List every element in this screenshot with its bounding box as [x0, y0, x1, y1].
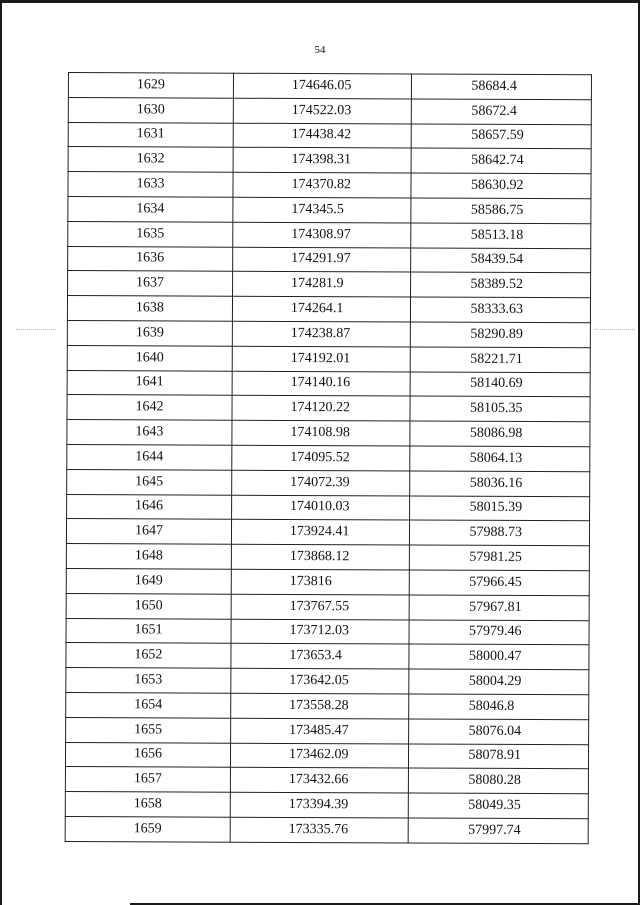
table-row [67, 494, 590, 521]
point-number-cell: 1644 [67, 444, 232, 470]
y-coordinate-cell: 58046.8 [408, 694, 589, 720]
page-number: 54 [314, 44, 326, 56]
x-coordinate-cell: 173816 [231, 569, 409, 595]
x-coordinate-cell: 174522.03 [233, 98, 411, 124]
point-number-cell: 1656 [65, 742, 230, 768]
point-number-cell: 1630 [68, 97, 233, 123]
y-coordinate-cell: 58015.39 [409, 496, 590, 522]
x-coordinate-cell: 173394.39 [230, 792, 408, 818]
table-row [68, 172, 591, 199]
point-number-cell: 1647 [66, 519, 231, 545]
y-coordinate-cell: 58086.98 [409, 421, 590, 447]
coordinate-table [65, 72, 592, 844]
x-coordinate-cell: 173485.47 [231, 718, 409, 744]
point-number-cell: 1642 [67, 395, 232, 421]
x-coordinate-cell: 174438.42 [233, 123, 411, 149]
x-coordinate-cell: 174264.1 [232, 296, 410, 322]
x-coordinate-cell: 174398.31 [233, 148, 411, 174]
table-row [66, 618, 589, 645]
table-row [65, 816, 588, 843]
point-number-cell: 1657 [65, 767, 230, 793]
y-coordinate-cell: 58684.4 [411, 74, 592, 100]
y-coordinate-cell: 58290.89 [410, 322, 591, 348]
scan-noise-right [595, 329, 635, 331]
point-number-cell: 1637 [68, 271, 233, 297]
table-row [66, 692, 589, 719]
point-number-cell: 1631 [68, 122, 233, 148]
point-number-cell: 1650 [66, 593, 231, 619]
table-row [68, 122, 591, 149]
x-coordinate-cell: 174010.03 [232, 495, 410, 521]
y-coordinate-cell: 58221.71 [410, 347, 591, 373]
x-coordinate-cell: 174345.5 [233, 197, 411, 223]
table-row [68, 147, 591, 174]
x-coordinate-cell: 173642.05 [231, 668, 409, 694]
x-coordinate-cell: 174095.52 [232, 445, 410, 471]
point-number-cell: 1641 [67, 370, 232, 396]
table-row [67, 420, 590, 447]
point-number-cell: 1640 [67, 345, 232, 371]
point-number-cell: 1634 [68, 196, 233, 222]
y-coordinate-cell: 58049.35 [408, 793, 589, 819]
x-coordinate-cell: 174308.97 [233, 222, 411, 248]
point-number-cell: 1633 [68, 172, 233, 198]
point-number-cell: 1653 [66, 668, 231, 694]
x-coordinate-cell: 174646.05 [233, 73, 411, 99]
table-row [68, 97, 591, 124]
table-row [65, 792, 588, 819]
x-coordinate-cell: 174072.39 [232, 470, 410, 496]
table-row [66, 544, 589, 571]
point-number-cell: 1635 [68, 221, 233, 247]
x-coordinate-cell: 173767.55 [231, 594, 409, 620]
table-row [66, 593, 589, 620]
table-row [67, 395, 590, 422]
scan-noise-left [16, 329, 56, 331]
point-number-cell: 1632 [68, 147, 233, 173]
coordinate-table-body [65, 73, 591, 844]
point-number-cell: 1658 [65, 792, 230, 818]
table-row [66, 668, 589, 695]
x-coordinate-cell: 174108.98 [232, 420, 410, 446]
table-row [66, 568, 589, 595]
y-coordinate-cell: 58513.18 [410, 223, 591, 249]
y-coordinate-cell: 57967.81 [409, 595, 590, 621]
y-coordinate-cell: 58630.92 [410, 173, 591, 199]
table-row [67, 345, 590, 372]
table-row [68, 246, 591, 273]
table-row [67, 296, 590, 323]
y-coordinate-cell: 58140.69 [410, 372, 591, 398]
y-coordinate-cell: 58672.4 [411, 99, 592, 125]
point-number-cell: 1659 [65, 816, 230, 842]
point-number-cell: 1636 [68, 246, 233, 272]
table-row [67, 469, 590, 496]
y-coordinate-cell: 58080.28 [408, 768, 589, 794]
point-number-cell: 1643 [67, 420, 232, 446]
table-row [65, 742, 588, 769]
table-row [68, 73, 591, 100]
x-coordinate-cell: 173432.66 [230, 768, 408, 794]
table-row [68, 221, 591, 248]
y-coordinate-cell: 58657.59 [411, 124, 592, 150]
table-row [66, 643, 589, 670]
point-number-cell: 1639 [67, 320, 232, 346]
x-coordinate-cell: 174370.82 [233, 172, 411, 198]
x-coordinate-cell: 173462.09 [230, 743, 408, 769]
y-coordinate-cell: 58333.63 [410, 297, 591, 323]
x-coordinate-cell: 173712.03 [231, 619, 409, 645]
point-number-cell: 1649 [66, 568, 231, 594]
x-coordinate-cell: 173868.12 [231, 544, 409, 570]
point-number-cell: 1648 [66, 544, 231, 570]
y-coordinate-cell: 58064.13 [409, 446, 590, 472]
y-coordinate-cell: 57966.45 [409, 570, 590, 596]
point-number-cell: 1651 [66, 618, 231, 644]
table-row [68, 196, 591, 223]
y-coordinate-cell: 58036.16 [409, 471, 590, 497]
table-row [66, 519, 589, 546]
x-coordinate-cell: 174140.16 [232, 371, 410, 397]
y-coordinate-cell: 58586.75 [410, 198, 591, 224]
x-coordinate-cell: 174120.22 [232, 396, 410, 422]
point-number-cell: 1652 [66, 643, 231, 669]
table-row [67, 320, 590, 347]
table-row [65, 767, 588, 794]
y-coordinate-cell: 57988.73 [409, 520, 590, 546]
table-row [66, 717, 589, 744]
table-row [67, 444, 590, 471]
x-coordinate-cell: 173335.76 [230, 817, 408, 843]
y-coordinate-cell: 58439.54 [410, 248, 591, 274]
y-coordinate-cell: 57997.74 [408, 818, 589, 844]
y-coordinate-cell: 58642.74 [411, 148, 592, 174]
y-coordinate-cell: 58076.04 [408, 719, 589, 745]
y-coordinate-cell: 57981.25 [409, 545, 590, 571]
x-coordinate-cell: 173924.41 [231, 520, 409, 546]
y-coordinate-cell: 58000.47 [408, 644, 589, 670]
point-number-cell: 1645 [67, 469, 232, 495]
point-number-cell: 1646 [67, 494, 232, 520]
scan-border-left [0, 0, 2, 905]
y-coordinate-cell: 58004.29 [408, 669, 589, 695]
point-number-cell: 1655 [66, 717, 231, 743]
table-row [67, 370, 590, 397]
scan-border-top [0, 0, 640, 3]
x-coordinate-cell: 174192.01 [232, 346, 410, 372]
x-coordinate-cell: 174281.9 [232, 272, 410, 298]
point-number-cell: 1638 [67, 296, 232, 322]
x-coordinate-cell: 174238.87 [232, 321, 410, 347]
x-coordinate-cell: 173653.4 [231, 644, 409, 670]
x-coordinate-cell: 173558.28 [231, 693, 409, 719]
y-coordinate-cell: 58389.52 [410, 272, 591, 298]
y-coordinate-cell: 57979.46 [409, 620, 590, 646]
table-row [68, 271, 591, 298]
x-coordinate-cell: 174291.97 [233, 247, 411, 273]
y-coordinate-cell: 58105.35 [409, 396, 590, 422]
point-number-cell: 1654 [66, 692, 231, 718]
point-number-cell: 1629 [68, 73, 233, 99]
y-coordinate-cell: 58078.91 [408, 744, 589, 770]
